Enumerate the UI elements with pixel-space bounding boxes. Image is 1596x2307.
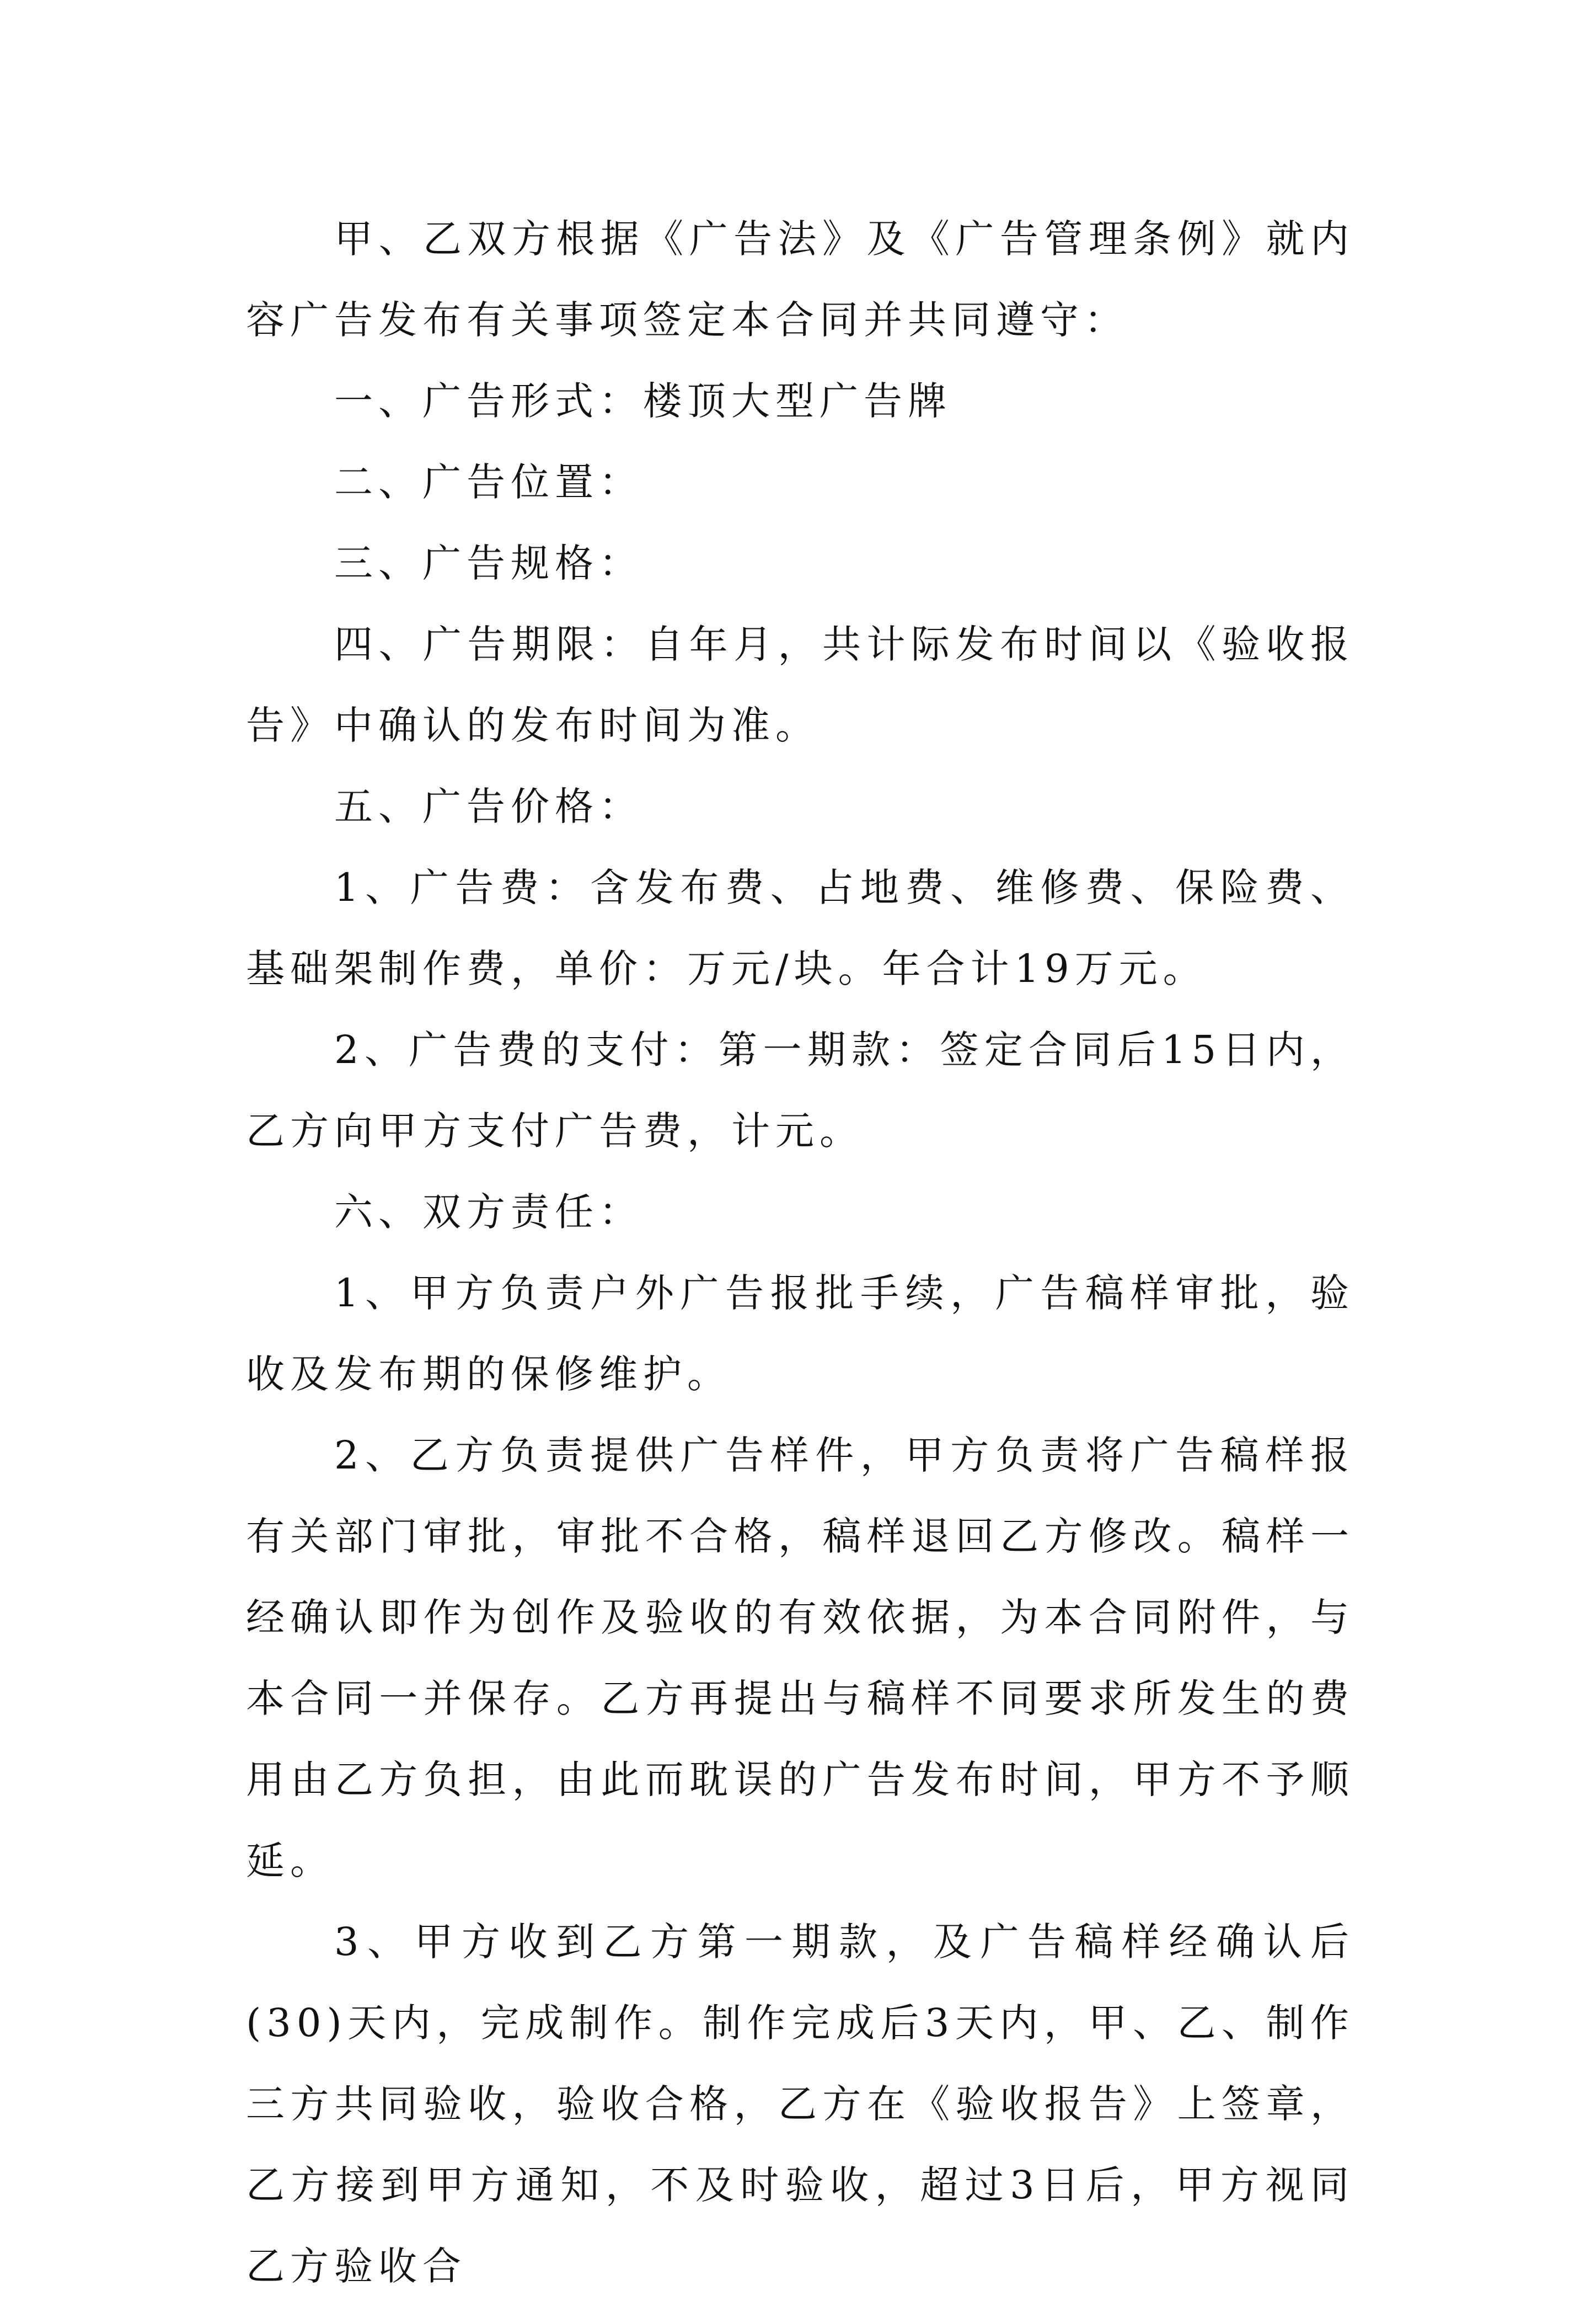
paragraph-ad-price: 五、广告价格：: [334, 784, 643, 829]
paragraph-ad-form: 一、广告形式：楼顶大型广告牌: [334, 378, 952, 424]
paragraph-responsibilities: 六、双方责任：: [334, 1189, 643, 1235]
paragraph-responsibility-3: 3、甲方收到乙方第一期款，及广告稿样经确认后(30)天内，完成制作。制作完成后3天内，甲、乙、制作三方共同验收，验收合格，乙方在《验收报告》上签章，乙方接到甲方通知，不及时验收，超过3日后，甲方视同乙方验收合: [246, 1919, 1354, 2289]
contract-body: [246, 199, 1354, 2307]
paragraph-ad-period: 四、广告期限：自年月，共计际发布时间以《验收报告》中确认的发布时间为准。: [246, 622, 1354, 748]
paragraph-ad-fee: 1、广告费：含发布费、占地费、维修费、保险费、基础架制作费，单价：万元/块。年合计19万元。: [246, 865, 1354, 991]
paragraph-ad-location: 二、广告位置：: [334, 460, 643, 505]
paragraph-responsibility-2: 2、乙方负责提供广告样件，甲方负责将广告稿样报有关部门审批，审批不合格，稿样退回乙方修改。稿样一经确认即作为创作及验收的有效依据，为本合同附件，与本合同一并保存。乙方再提出与稿样不同要求所发生的费用由乙方负担，由此而耽误的广告发布时间，甲方不予顺延。: [246, 1433, 1354, 1883]
paragraph-ad-spec: 三、广告规格：: [334, 541, 643, 586]
paragraph-preamble: 甲、乙双方根据《广告法》及《广告管理条例》就内容广告发布有关事项签定本合同并共同遵守：: [246, 216, 1354, 343]
paragraph-responsibility-1: 1、甲方负责户外广告报批手续，广告稿样审批，验收及发布期的保修维护。: [246, 1270, 1354, 1397]
paragraph-fee-payment: 2、广告费的支付：第一期款：签定合同后15日内，乙方向甲方支付广告费，计元。: [246, 1027, 1354, 1154]
